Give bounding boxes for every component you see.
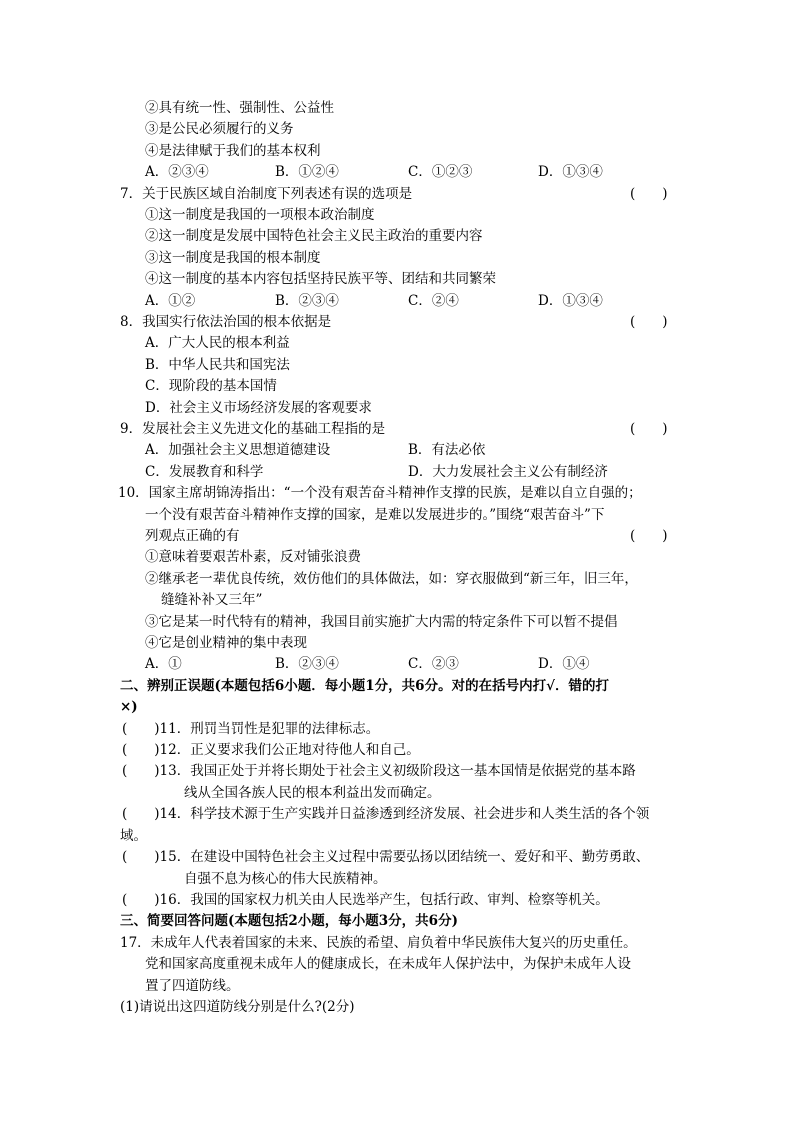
q10-item-2-cont: 缝缝补补又三年” bbox=[161, 592, 263, 608]
q10-item-1: ①意味着要艰苦朴素，反对铺张浪费 bbox=[145, 549, 361, 565]
q9-option-b: B．有法必依 bbox=[408, 442, 486, 458]
q7-item-4: ④这一制度的基本内容包括坚持民族平等、团结和共同繁荣 bbox=[145, 271, 496, 287]
q9-option-c: C．发展教育和科学 bbox=[145, 464, 264, 480]
q10-option-a: A．① bbox=[145, 656, 182, 672]
item-14-cont: 域。 bbox=[120, 828, 147, 844]
q6-item-2: ②具有统一性、强制性、公益性 bbox=[145, 100, 334, 116]
q6-item-3: ③是公民必须履行的义务 bbox=[145, 121, 294, 137]
q9-option-a: A．加强社会主义思想道德建设 bbox=[145, 442, 331, 458]
section-2-heading-cont: ×) bbox=[120, 699, 138, 715]
q7-item-2: ②这一制度是发展中国特色社会主义民主政治的重要内容 bbox=[145, 228, 483, 244]
q17-stem-line-1: 17．未成年人代表着国家的未来、民族的希望、肩负着中华民族伟大复兴的历史重任。 bbox=[120, 935, 637, 951]
q10-option-c: C．②③ bbox=[408, 656, 459, 672]
q10-item-4: ④它是创业精神的集中表现 bbox=[145, 635, 307, 651]
q7-option-d: D．①③④ bbox=[538, 293, 603, 309]
item-11: ( )11．刑罚当罚性是犯罪的法律标志。 bbox=[122, 721, 380, 737]
q7-stem: 7．关于民族区域自治制度下列表述有误的选项是 bbox=[120, 186, 413, 202]
q7-option-b: B．②③④ bbox=[275, 293, 339, 309]
q6-option-b: B．①②④ bbox=[275, 164, 339, 180]
q7-answer-paren: ( ) bbox=[630, 186, 668, 202]
item-16: ( )16．我国的国家权力机关由人民选举产生，包括行政、审判、检察等机关。 bbox=[122, 892, 609, 908]
q9-stem: 9．发展社会主义先进文化的基础工程指的是 bbox=[120, 421, 386, 437]
q17-stem-line-3: 置了四道防线。 bbox=[145, 978, 240, 994]
q8-answer-paren: ( ) bbox=[630, 314, 668, 330]
q10-stem-line-3: 列观点正确的有 bbox=[145, 528, 240, 544]
item-15-cont: 自强不息为核心的伟大民族精神。 bbox=[184, 871, 387, 887]
q8-option-d: D．社会主义市场经济发展的客观要求 bbox=[145, 400, 372, 416]
q7-option-a: A．①② bbox=[145, 293, 196, 309]
q6-option-a: A．②③④ bbox=[145, 164, 209, 180]
item-14: ( )14．科学技术源于生产实践并日益渗透到经济发展、社会进步和人类生活的各个领 bbox=[122, 806, 650, 822]
q10-stem-line-2: 一个没有艰苦奋斗精神作支撑的国家，是难以发展进步的。”围绕“艰苦奋斗”下 bbox=[145, 507, 605, 523]
q8-option-a: A．广大人民的根本利益 bbox=[145, 335, 290, 351]
item-13-cont: 线从全国各族人民的根本利益出发而确定。 bbox=[184, 785, 441, 801]
q8-option-c: C．现阶段的基本国情 bbox=[145, 378, 277, 394]
q10-item-3: ③它是某一时代特有的精神，我国目前实施扩大内需的特定条件下可以暂不提倡 bbox=[145, 614, 618, 630]
q9-option-d: D．大力发展社会主义公有制经济 bbox=[408, 464, 608, 480]
q10-stem-line-1: 10．国家主席胡锦涛指出：“一个没有艰苦奋斗精神作支撑的民族，是难以自立自强的； bbox=[118, 485, 642, 501]
section-3-heading: 三、简要回答问题(本题包括2小题，每小题3分，共6分) bbox=[120, 913, 458, 929]
q6-option-c: C．①②③ bbox=[408, 164, 473, 180]
q10-item-2: ②继承老一辈优良传统，效仿他们的具体做法，如：穿衣服做到“新三年，旧三年， bbox=[145, 571, 638, 587]
q7-item-3: ③这一制度是我国的根本制度 bbox=[145, 250, 321, 266]
q17-stem-line-2: 党和国家高度重视未成年人的健康成长，在未成年人保护法中，为保护未成年人设 bbox=[145, 956, 631, 972]
q10-answer-paren: ( ) bbox=[630, 528, 668, 544]
q9-answer-paren: ( ) bbox=[630, 421, 668, 437]
item-13: ( )13．我国正处于并将长期处于社会主义初级阶段这一基本国情是依据党的基本路 bbox=[122, 763, 636, 779]
q8-stem: 8．我国实行依法治国的根本依据是 bbox=[120, 314, 332, 330]
item-15: ( )15．在建设中国特色社会主义过程中需要弘扬以团结统一、爱好和平、勤劳勇敢、 bbox=[122, 849, 650, 865]
q6-item-4: ④是法律赋于我们的基本权利 bbox=[145, 143, 321, 159]
q10-option-d: D．①④ bbox=[538, 656, 590, 672]
q8-option-b: B．中华人民共和国宪法 bbox=[145, 357, 290, 373]
q17-sub-question-1: (1)请说出这四道防线分别是什么?(2分) bbox=[120, 999, 355, 1015]
q6-option-d: D．①③④ bbox=[538, 164, 603, 180]
section-2-heading: 二、辨别正误题(本题包括6小题．每小题1分，共6分。对的在括号内打√．错的打 bbox=[120, 678, 609, 694]
item-12: ( )12．正义要求我们公正地对待他人和自己。 bbox=[122, 742, 420, 758]
q10-option-b: B．②③④ bbox=[275, 656, 339, 672]
q7-option-c: C．②④ bbox=[408, 293, 459, 309]
q7-item-1: ①这一制度是我国的一项根本政治制度 bbox=[145, 207, 375, 223]
